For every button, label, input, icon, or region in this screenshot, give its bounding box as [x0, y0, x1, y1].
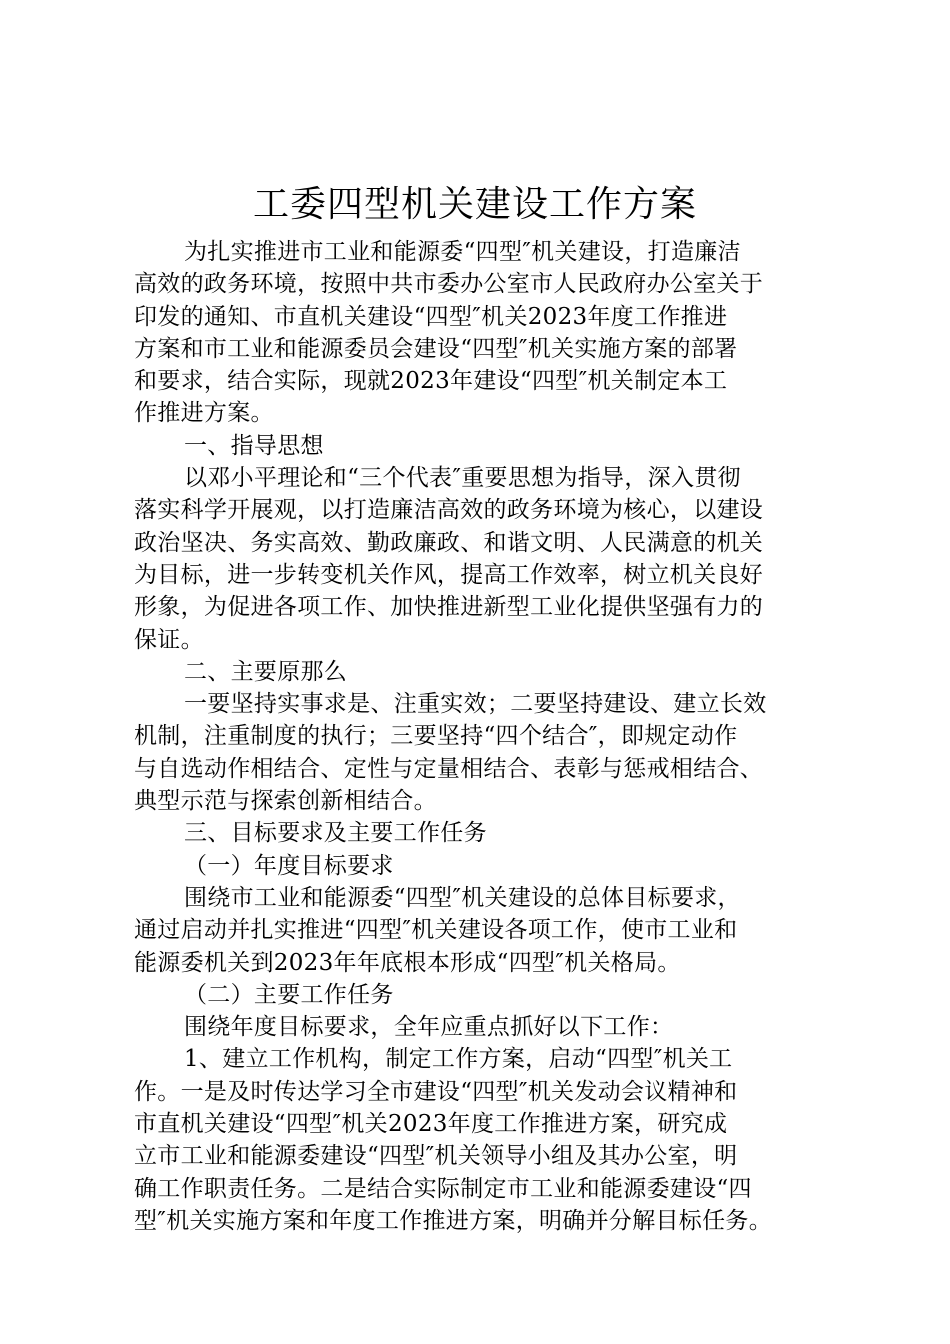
body-line: 高效的政务环境，按照中共市委办公室市人民政府办公室关于: [134, 271, 764, 298]
body-line: 一、指导思想: [184, 432, 324, 459]
body-line: 型″机关实施方案和年度工作推进方案，明确并分解目标任务。: [134, 1207, 772, 1234]
page-title: 工委四型机关建设工作方案: [252, 184, 697, 225]
body-line: 一要坚持实事求是、注重实效；二要坚持建设、建立长效: [184, 691, 767, 718]
body-line: 围绕市工业和能源委“四型″机关建设的总体目标要求，: [184, 884, 741, 911]
body-line: 政治坚决、务实高效、勤政廉政、和谐文明、人民满意的机关: [134, 529, 764, 556]
body-line: 通过启动并扎实推进“四型″机关建设各项工作，使市工业和: [134, 917, 738, 944]
body-line: 能源委机关到2023年年底根本形成“四型″机关格局。: [134, 949, 681, 976]
body-line: 典型示范与探索创新相结合。: [134, 788, 437, 815]
body-line: （二）主要工作任务: [184, 981, 394, 1008]
body-line: 为目标，进一步转变机关作风，提高工作效率，树立机关良好: [134, 561, 764, 588]
body-line: 围绕年度目标要求，全年应重点抓好以下工作：: [184, 1014, 674, 1041]
body-line: 与自选动作相结合、定性与定量相结合、表彰与惩戒相结合、: [134, 755, 764, 782]
body-line: 作。一是及时传达学习全市建设“四型″机关发动会议精神和: [134, 1078, 738, 1105]
body-line: 三、目标要求及主要工作任务: [184, 820, 487, 847]
document-body: [134, 236, 834, 1237]
body-line: 保证。: [134, 626, 204, 653]
body-line: 市直机关建设“四型″机关2023年度工作推进方案，研究成: [134, 1111, 728, 1138]
body-line: 落实科学开展观，以打造廉洁高效的政务环境为核心，以建设: [134, 497, 764, 524]
body-line: 机制，注重制度的执行；三要坚持“四个结合″，即规定动作: [134, 723, 738, 750]
body-line: 二、主要原那么: [184, 658, 348, 685]
body-line: 形象，为促进各项工作、加快推进新型工业化提供坚强有力的: [134, 594, 764, 621]
body-line: 作推进方案。: [134, 400, 274, 427]
body-line: 为扎实推进市工业和能源委“四型″机关建设，打造廉洁: [184, 239, 741, 265]
body-line: 方案和市工业和能源委员会建设“四型″机关实施方案的部署: [134, 335, 738, 362]
body-line: 以邓小平理论和“三个代表″重要思想为指导，深入贯彻: [184, 465, 741, 492]
body-line: 和要求，结合实际，现就2023年建设“四型″机关制定本工: [134, 368, 728, 395]
body-line: 立市工业和能源委建设“四型″机关领导小组及其办公室，明: [134, 1143, 738, 1170]
body-line: 1、建立工作机构，制定工作方案，启动“四型″机关工: [184, 1046, 733, 1073]
body-line: 印发的通知、市直机关建设“四型″机关2023年度工作推进: [134, 303, 728, 330]
body-line: （一）年度目标要求: [184, 852, 394, 879]
body-line: 确工作职责任务。二是结合实际制定市工业和能源委建设“四: [134, 1175, 752, 1202]
